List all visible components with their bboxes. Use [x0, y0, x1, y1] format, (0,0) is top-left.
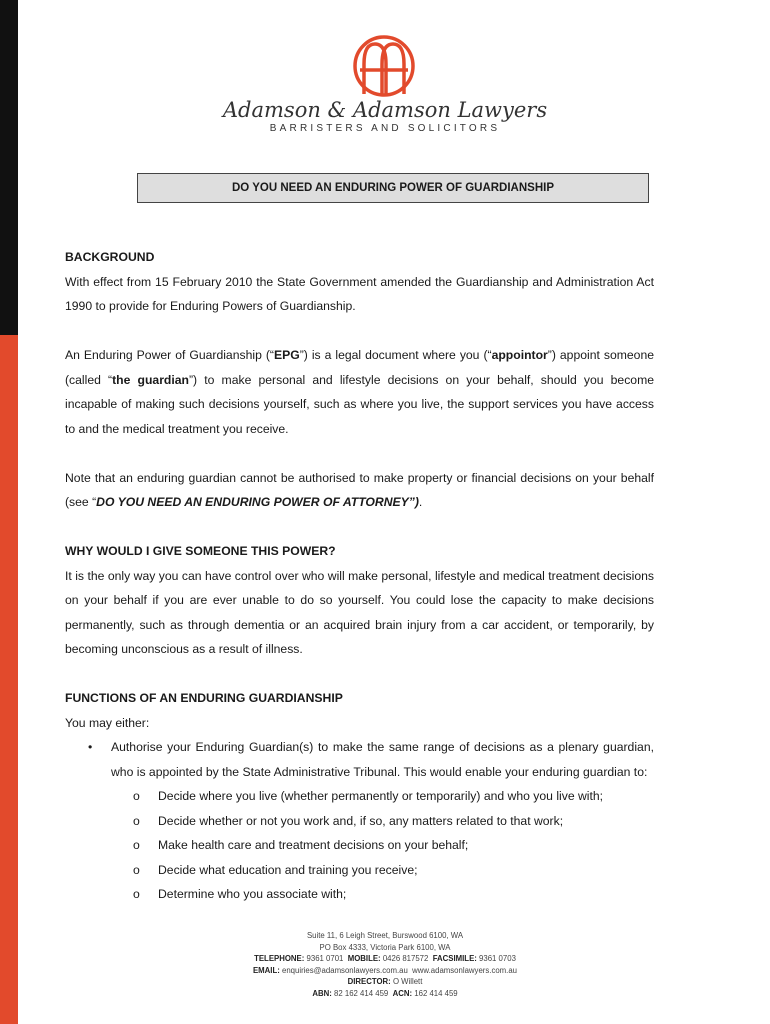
note-paragraph: Note that an enduring guardian cannot be authorised to make property or financial decisions on your behalf (see “DO YOU NEED AN ENDURING POWER OF ATTORNEY”).: [65, 470, 654, 509]
document-body: [65, 245, 654, 907]
footer-contacts: TELEPHONE: 9361 0701 MOBILE: 0426 817572 FACSIMILE: 9361 0703: [254, 954, 516, 964]
aa-monogram-icon: [350, 34, 418, 98]
document-title: DO YOU NEED AN ENDURING POWER OF GUARDIANSHIP: [137, 173, 649, 203]
sub-list-item: o Make health care and treatment decisions on your behalf;: [65, 833, 654, 858]
functions-heading: FUNCTIONS OF AN ENDURING GUARDIANSHIP: [65, 691, 343, 705]
footer-address-2: PO Box 4333, Victoria Park 6100, WA: [319, 942, 451, 952]
bullet-icon: •: [88, 740, 93, 754]
circle-bullet-icon: o: [133, 862, 140, 877]
list-item: • Authorise your Enduring Guardian(s) to make the same range of decisions as a plenary guardian, who is appointed by the State Administrative Tribunal. This would enable your enduring guardian to:: [65, 735, 654, 784]
left-black-bar: [0, 0, 18, 335]
circle-bullet-icon: o: [133, 887, 140, 901]
why-paragraph: It is the only way you can have control over who will make personal, lifestyle and medical treatment decisions on your behalf if you are ever unable to do so yourself. You could lose the capacity to make decisions permanently, such as through dementia or an acquired brain injury from a car accident, or temporarily, by becoming unconscious as a result of illness.: [65, 568, 654, 656]
left-orange-bar: [0, 335, 18, 1024]
background-heading: BACKGROUND: [65, 250, 155, 264]
footer-director: DIRECTOR: O Willett: [347, 977, 423, 987]
sub-list-item: o Decide what education and training you receive;: [65, 858, 654, 883]
footer-web: EMAIL: enquiries@adamsonlawyers.com.au www.adamsonlawyers.com.au: [252, 965, 518, 975]
firm-name: Adamson & Adamson Lawyers: [222, 98, 548, 122]
sub-list-item: o Determine who you associate with;: [65, 882, 654, 907]
website-link[interactable]: www.adamsonlawyers.com.au: [412, 965, 518, 975]
email-link[interactable]: enquiries@adamsonlawyers.com.au: [282, 965, 408, 975]
epg-paragraph: An Enduring Power of Guardianship (“EPG”) is a legal document where you (“appointor”) appoint someone (called “the guardian”) to make personal and lifestyle decisions on your behalf, should you become incapable of making such decisions yourself, such as where you live, the support services you have access to and the medical treatment you receive.: [65, 348, 655, 436]
circle-bullet-icon: o: [133, 789, 140, 803]
firm-subtitle: BARRISTERS AND SOLICITORS: [269, 123, 501, 134]
sub-list-item: o Decide whether or not you work and, if so, any matters related to that work;: [65, 809, 654, 834]
background-paragraph: With effect from 15 February 2010 the State Government amended the Guardianship and Administration Act 1990 to provide for Enduring Powers of Guardianship.: [65, 274, 654, 313]
sub-list-item: o Decide where you live (whether permanently or temporarily) and who you live with;: [65, 784, 654, 809]
footer-abn: ABN: 82 162 414 459 ACN: 162 414 459: [312, 988, 458, 998]
letterhead-footer: [0, 930, 770, 1000]
circle-bullet-icon: o: [133, 813, 140, 828]
footer-address-1: Suite 11, 6 Leigh Street, Burswood 6100, WA: [306, 931, 464, 940]
circle-bullet-icon: o: [133, 838, 140, 852]
why-heading: WHY WOULD I GIVE SOMEONE THIS POWER?: [65, 544, 336, 558]
functions-intro: You may either:: [65, 715, 150, 730]
